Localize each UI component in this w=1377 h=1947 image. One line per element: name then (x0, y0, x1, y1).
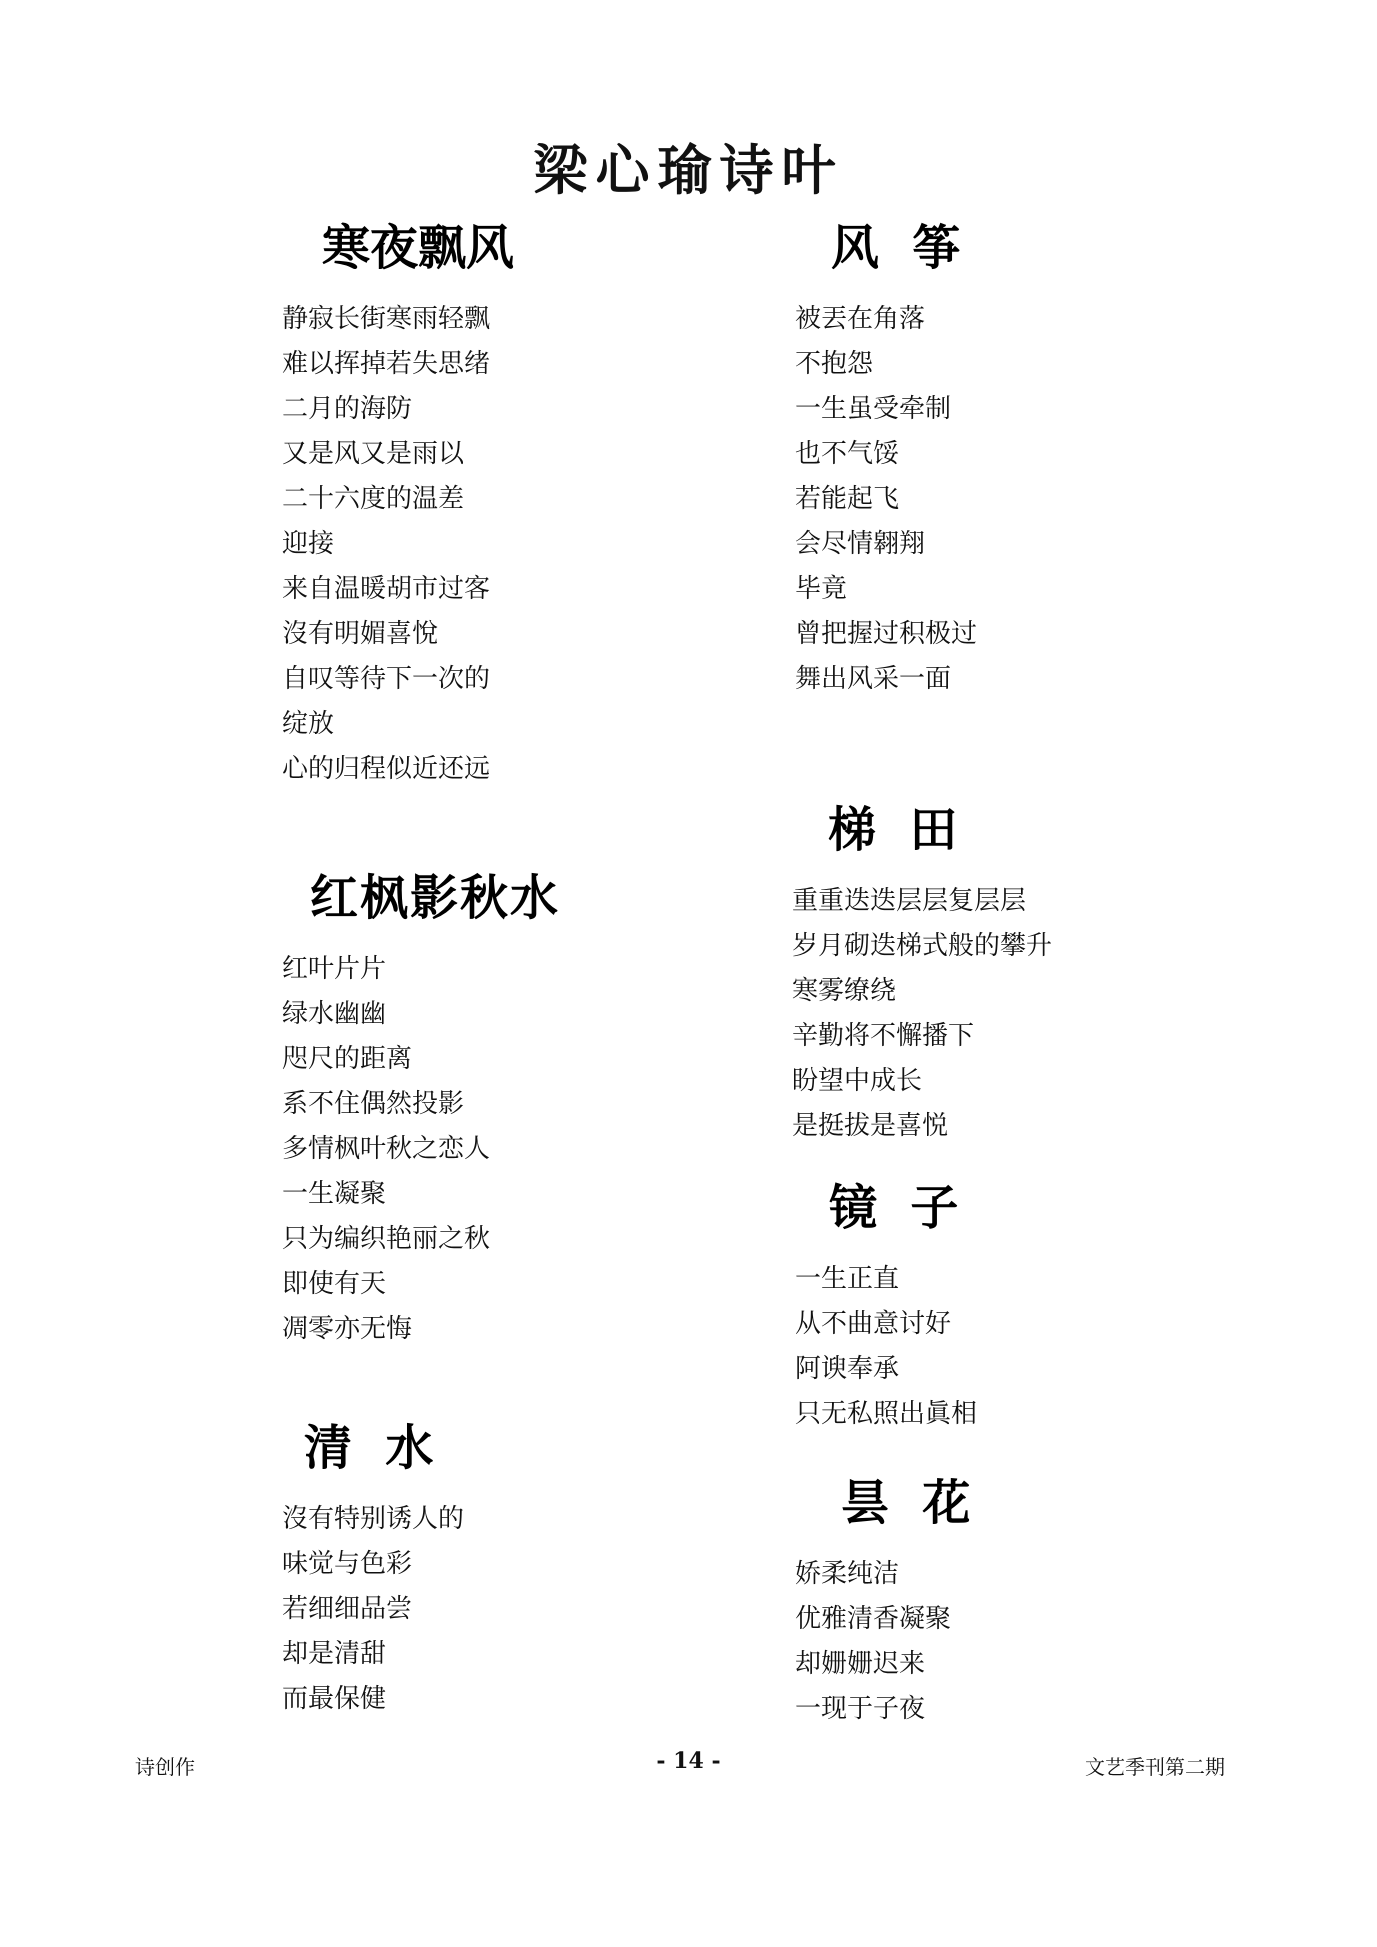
poem-line: 娇柔纯洁 (795, 1559, 900, 1589)
poem-line: 二月的海防 (282, 394, 413, 424)
poem-lines (282, 947, 560, 1352)
poem-line: 沒有特别诱人的 (282, 1504, 465, 1534)
poem-tanhua (795, 1470, 970, 1732)
poem-line: 舞出风采一面 (795, 664, 952, 694)
poem-title: 清 水 (304, 1420, 434, 1476)
poem-line: 若能起飞 (795, 484, 900, 514)
poem-title: 梯 田 (828, 802, 958, 858)
poem-line: 也不气馁 (795, 439, 900, 469)
poem-line: 系不住偶然投影 (282, 1089, 465, 1119)
poem-line: 心的归程似近还远 (282, 754, 491, 784)
footer-section-label: 诗创作 (135, 1755, 195, 1779)
poem-line: 沒有明媚喜悅 (282, 619, 439, 649)
poem-line: 阿谀奉承 (795, 1354, 900, 1384)
poem-line: 寒雾缭绕 (792, 976, 897, 1006)
poem-line: 又是风又是雨以 (282, 439, 465, 469)
poem-line: 即使有天 (282, 1269, 387, 1299)
poem-line: 不抱怨 (795, 349, 874, 379)
poem-lines (795, 1552, 970, 1732)
poem-hongfeng (282, 865, 560, 1352)
poem-line: 难以挥掉若失思绪 (282, 349, 491, 379)
poem-line: 重重迭迭层层复层层 (792, 886, 1027, 916)
poem-line: 岁月砌迭梯式般的攀升 (792, 931, 1053, 961)
poem-line: 一现于子夜 (795, 1694, 926, 1724)
poem-line: 盼望中成长 (792, 1066, 923, 1096)
poem-line: 二十六度的温差 (282, 484, 465, 514)
poem-line: 来自温暖胡市过客 (282, 574, 491, 604)
poem-title: 红枫影秋水 (310, 870, 561, 926)
poem-line: 绿水幽幽 (282, 999, 387, 1029)
poem-line: 一生虽受牵制 (795, 394, 952, 424)
poem-line: 凋零亦无悔 (282, 1314, 413, 1344)
poem-line: 迎接 (282, 529, 335, 559)
poem-hanye (282, 215, 514, 792)
page-title: 梁心瑜诗叶 (533, 138, 844, 202)
poem-title: 昙 花 (841, 1475, 971, 1531)
poem-line: 一生正直 (795, 1264, 900, 1294)
poem-lines (795, 1257, 977, 1437)
poem-qingshui (282, 1415, 464, 1722)
poem-line: 一生凝聚 (282, 1179, 387, 1209)
poem-line: 自叹等待下一次的 (282, 664, 491, 694)
poem-line: 而最保健 (282, 1684, 387, 1714)
poem-line: 从不曲意讨好 (795, 1309, 952, 1339)
poem-line: 只无私照出眞相 (795, 1399, 978, 1429)
footer-journal-name: 文艺季刊第二期 (1085, 1755, 1225, 1779)
poem-jingzi (795, 1175, 977, 1437)
poem-title: 寒夜飘风 (322, 220, 515, 276)
poem-line: 却是清甜 (282, 1639, 387, 1669)
page-number: - 14 - (656, 1748, 721, 1774)
poem-lines (282, 1497, 464, 1722)
poem-title: 风 筝 (831, 220, 961, 276)
poem-lines (792, 879, 1052, 1149)
poem-line: 多情枫叶秋之恋人 (282, 1134, 491, 1164)
poem-line: 优雅清香凝聚 (795, 1604, 952, 1634)
poem-line: 绽放 (282, 709, 335, 739)
poem-fengzheng (795, 215, 977, 702)
poem-line: 红叶片片 (282, 954, 387, 984)
poem-line: 是挺拔是喜悦 (792, 1111, 949, 1141)
poem-line: 被丟在角落 (795, 304, 926, 334)
poem-lines (795, 297, 977, 702)
poem-line: 味觉与色彩 (282, 1549, 413, 1579)
poem-titian (792, 797, 1052, 1149)
poem-line: 却姗姗迟来 (795, 1649, 926, 1679)
poem-line: 若细细品尝 (282, 1594, 413, 1624)
poem-title: 镜 子 (829, 1180, 959, 1236)
poem-line: 辛勤将不懈播下 (792, 1021, 975, 1051)
poem-line: 咫尺的距离 (282, 1044, 413, 1074)
poem-line: 会尽情翱翔 (795, 529, 926, 559)
poem-line: 只为编织艳丽之秋 (282, 1224, 491, 1254)
poem-line: 静寂长街寒雨轻飘 (282, 304, 491, 334)
poem-lines (282, 297, 514, 792)
poem-line: 曾把握过积极过 (795, 619, 978, 649)
poem-line: 毕竟 (795, 574, 848, 604)
